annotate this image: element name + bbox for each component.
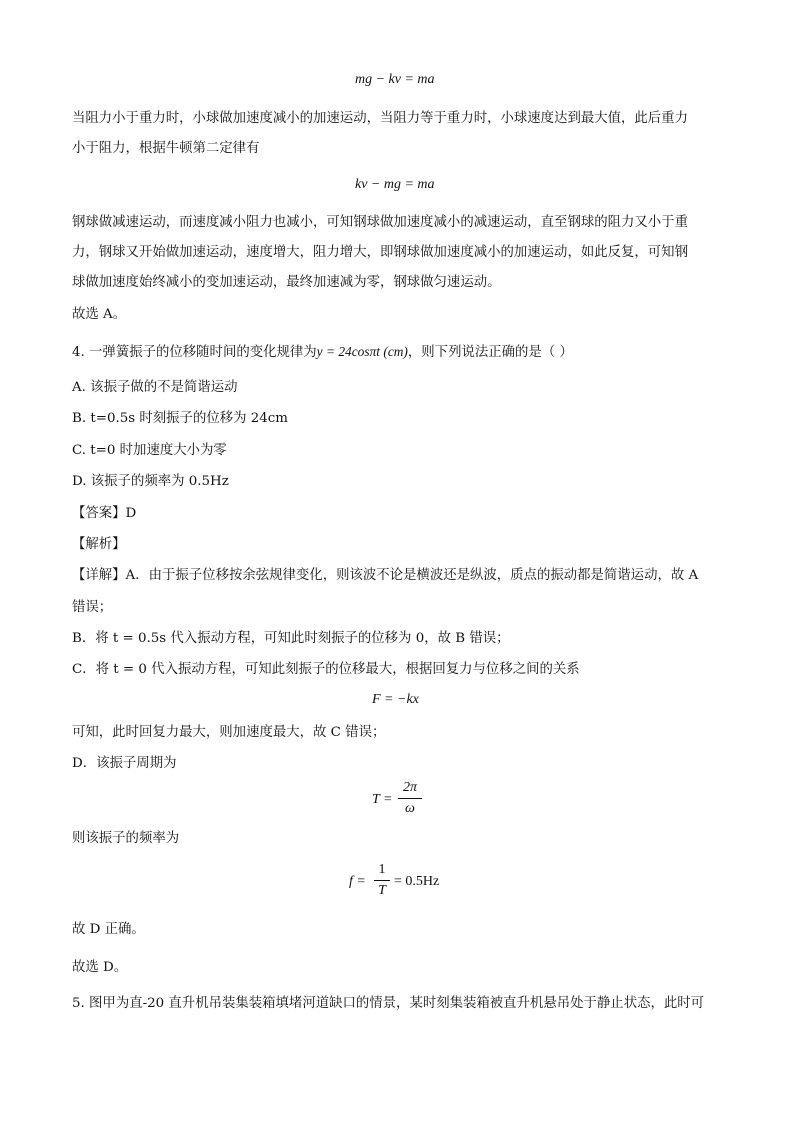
paragraph-line: 力，钢球又开始做加速运动，速度增大，阻力增大，即钢球做加速度减小的加速运动，如此反复，可知钢 bbox=[72, 245, 688, 260]
option-c: C. t=0 时加速度大小为零 bbox=[72, 443, 227, 458]
fraction-numerator: 2π bbox=[402, 780, 417, 795]
detail-c-line: C．将 t = 0 代入振动方程，可知此刻振子的位移最大，根据回复力与位移之间的关系 bbox=[72, 662, 580, 677]
fraction-denominator: T bbox=[378, 883, 386, 898]
equation-frequency-fraction bbox=[374, 862, 390, 899]
answer-choice-line: 故选 A。 bbox=[72, 307, 127, 322]
option-a: A. 该振子做的不是简谐运动 bbox=[72, 380, 238, 395]
fraction-denominator: ω bbox=[405, 801, 415, 816]
option-b: B. t=0.5s 时刻振子的位移为 24cm bbox=[72, 411, 288, 426]
detail-d-line: D．该振子周期为 bbox=[72, 756, 177, 771]
detail-d-line: 则该振子的频率为 bbox=[72, 831, 180, 846]
paragraph-line: 球做加速度始终减小的变加速运动，最终加速减为零，钢球做匀速运动。 bbox=[72, 275, 501, 290]
conclusion-line: 故 D 正确。 bbox=[72, 922, 145, 937]
question-4-stem bbox=[72, 343, 573, 362]
equation-force: F = −kx bbox=[372, 692, 419, 707]
equation-period-fraction bbox=[398, 780, 422, 817]
paragraph-line: 当阻力小于重力时，小球做加速度减小的加速运动，当阻力等于重力时，小球速度达到最大值，此后重力 bbox=[72, 111, 688, 126]
detail-c-line: 可知，此时回复力最大，则加速度最大，故 C 错误； bbox=[72, 725, 386, 740]
detail-a-line: 【详解】A．由于振子位移按余弦规律变化，则该波不论是横波还是纵波，质点的振动都是简谐运动，故 A bbox=[72, 568, 699, 583]
equation-period-lhs: T = bbox=[372, 792, 393, 807]
equation-frequency-lhs: f = bbox=[349, 874, 366, 889]
option-d: D. 该振子的频率为 0.5Hz bbox=[72, 474, 229, 489]
detail-a-line: 错误； bbox=[72, 600, 113, 615]
answer-label: 【答案】D bbox=[72, 506, 137, 521]
stem-text-end: ，则下列说法正确的是（ ） bbox=[407, 345, 573, 360]
paragraph-line: 钢球做减速运动，而速度减小阻力也减小，可知钢球做加速度减小的减速运动，直至钢球的阻力又小于重 bbox=[72, 215, 688, 230]
paragraph-line: 小于阻力，根据牛顿第二定律有 bbox=[72, 141, 260, 156]
equation-1: mg − kv = ma bbox=[355, 72, 435, 87]
analysis-label: 【解析】 bbox=[72, 537, 126, 552]
equation-frequency-rhs: = 0.5Hz bbox=[394, 874, 440, 889]
fraction-bar bbox=[374, 880, 390, 881]
detail-b-line: B．将 t = 0.5s 代入振动方程，可知此时刻振子的位移为 0，故 B 错误； bbox=[72, 631, 510, 646]
fraction-numerator: 1 bbox=[378, 862, 386, 877]
stem-text: 4. 一弹簧振子的位移随时间的变化规律为 bbox=[72, 345, 317, 360]
equation-2: kv − mg = ma bbox=[355, 177, 435, 192]
stem-equation: y = 24cosπt (cm) bbox=[316, 344, 408, 359]
answer-choice-line: 故选 D。 bbox=[72, 960, 128, 975]
fraction-bar bbox=[398, 798, 422, 799]
question-5-stem: 5. 图甲为直-20 直升机吊装集装箱填堵河道缺口的情景，某时刻集装箱被直升机悬吊处于静止状态，此时可 bbox=[72, 996, 705, 1011]
